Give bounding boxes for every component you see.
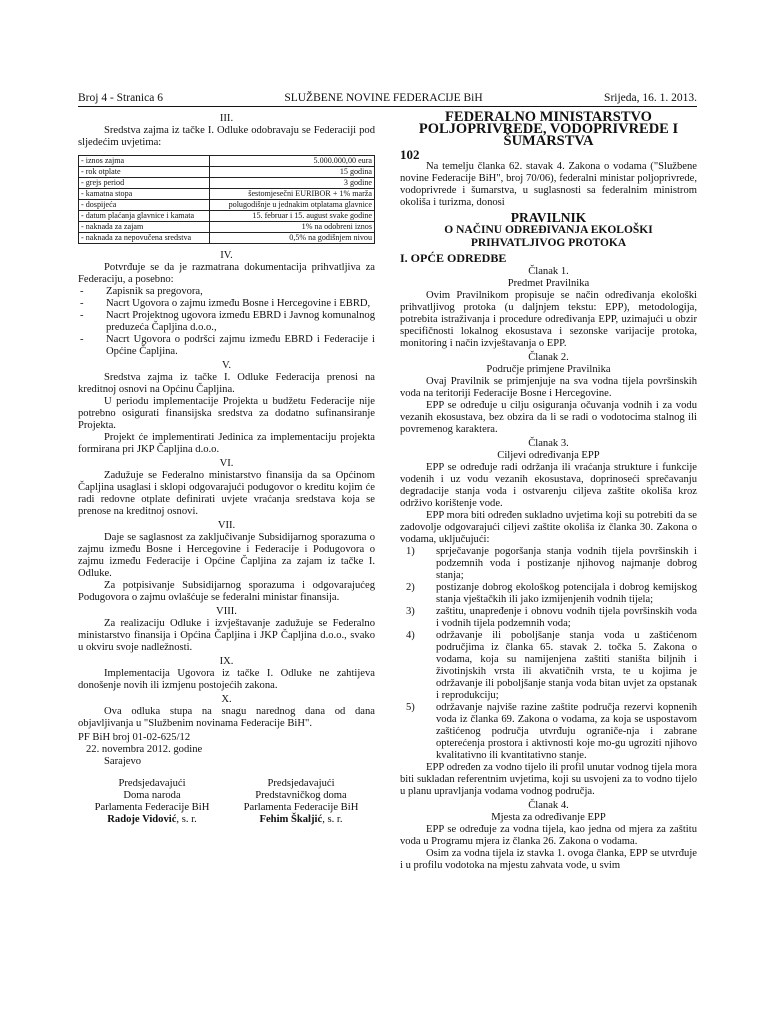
list-item-text: Zapisnik sa pregovora,	[106, 286, 203, 297]
signatory-name: Fehim Škaljić	[259, 814, 323, 825]
paragraph: Ovaj Pravilnik se primjenjuje na sva vodna tijela površinskih voda na teritoriji Federacije Bosne i Hercegovine.	[400, 376, 697, 399]
term-value: 1% na odobreni iznos	[210, 222, 375, 233]
article-number: Članak 2.	[528, 352, 569, 363]
goals-list	[400, 546, 697, 762]
reference-place: Sarajevo	[104, 756, 142, 767]
list-dash: -	[80, 298, 84, 309]
paragraph: U periodu implementacije Projekta u budžetu Federacije nije potrebno osigurati finansijska sredstva za dodatno sufinansiranje Projekta.	[78, 396, 375, 431]
list-item-text: sprječavanje pogoršanja stanja vodnih tijela površinskih i podzemnih voda i postizanje njihovog najmanje dobrog stanja;	[436, 546, 697, 581]
ministry-heading: FEDERALNO MINISTARSTVO POLJOPRIVREDE, VODOPRIVREDE I ŠUMARSTVA	[418, 109, 679, 149]
signature-body: Predstavničkog doma	[255, 790, 347, 801]
list-item	[400, 606, 697, 630]
article-title: Predmet Pravilnika	[507, 278, 590, 289]
list-number: 4)	[406, 630, 415, 641]
term-label: - iznos zajma	[79, 156, 210, 167]
loan-terms-row	[79, 211, 375, 222]
loan-terms-row	[79, 178, 375, 189]
term-value: šestomjesečni EURIBOR + 1% marža	[210, 189, 375, 200]
list-item	[78, 310, 375, 334]
section-title: VIII.	[216, 606, 237, 617]
term-label: - naknada za nepovučena sredstva	[79, 233, 210, 244]
list-item	[400, 630, 697, 702]
paragraph: EPP određen za vodno tijelo ili profil unutar vodnog tijela mora biti sukladan referentnim uvjetima, koji su usvojeni za to vodno tijelo u planu upravljanja vodama vodnog područja.	[400, 762, 697, 797]
list-item	[78, 298, 375, 310]
right-column	[400, 111, 697, 872]
paragraph: Daje se saglasnost za zaključivanje Subsidijarnog sporazuma o zajmu između Bosne i Hercegovine i Federacije i Podugovora o zajmu između Federacije i Općine Čapljina za zajam iz tačke I. Odluke.	[78, 532, 375, 579]
running-header	[78, 92, 697, 107]
list-item	[400, 702, 697, 762]
signatory-name: Radoje Vidović	[107, 814, 177, 825]
article-title: Područje primjene Pravilnika	[486, 364, 611, 375]
list-item-text: Nacrt Ugovora o podršci zajmu između EBRD i Federacije i Općine Čapljina.	[106, 334, 375, 357]
paragraph: Implementacija Ugovora iz tačke I. Odluke ne zahtijeva donošenje novih ili izmjenu postojećih zakona.	[78, 668, 375, 691]
section-title: III.	[219, 113, 234, 124]
paragraph: Na temelju članka 62. stavak 4. Zakona o vodama ("Službene novine Federacije BiH", broj 70/06), federalni ministar poljoprivrede, vodoprivrede i šumarstva, u suglasnosti sa federalnim ministrom okoliša i turizma, donosi	[400, 161, 697, 208]
paragraph: EPP mora biti određen sukladno uvjetima koji su potrebiti da se zadovolje odgovarajući ciljevi zaštite okoliša iz članka 30. Zakona o vodama, uključujući:	[400, 510, 697, 545]
reference-number: PF BiH broj 01-02-625/12	[78, 732, 191, 743]
paragraph: EPP se određuje radi održanja ili vraćanja strukture i funkcije vodenih i uz vodu vezanih ekosustava, doprinoseći sprečavanju degradacije stanja voda i ostvarenju ciljeva zaštite okoliša kroz održivo korištenje vode.	[400, 462, 697, 509]
loan-terms-row	[79, 156, 375, 167]
list-item	[400, 582, 697, 606]
paragraph: EPP se određuje za vodna tijela, kao jedna od mjera za zaštitu voda u Programu mjera iz članka 26. Zakona o vodama.	[400, 824, 697, 847]
signature-role: Predsjedavajući	[118, 778, 186, 789]
list-item	[78, 334, 375, 358]
loan-terms-row	[79, 167, 375, 178]
document-title: PRAVILNIK	[510, 210, 587, 225]
left-column	[78, 111, 375, 872]
document-subtitle: O NAČINU ODREĐIVANJA EKOLOŠKI PRIHVATLJIVOG PROTOKA	[444, 224, 653, 249]
list-item-text: Nacrt Ugovora o zajmu između Bosne i Hercegovine i EBRD,	[106, 298, 371, 309]
list-item-text: održavanje ili poboljšanje stanja voda u zaštićenom područjima iz članka 65. stavak 2. točka 5. Zakona o vodama, koja su namijenjena zaštiti staništa biljnih i životinjskih vrsta ili akvatičnih vrsta, te u kojima je održavanje ili poboljšanje stanja voda bitan uvjet za opstanak i reprodukciju;	[436, 630, 697, 701]
section-title: IV.	[220, 250, 233, 261]
term-value: 15 godina	[210, 167, 375, 178]
paragraph: EPP se određuje u cilju osiguranja očuvanja vodnih i za vodu vezanih ekosustava, bez obzira da li se radi o vodotocima stalnog ili povremenog karaktera.	[400, 400, 697, 435]
term-label: - datum plaćanja glavnice i kamata	[79, 211, 210, 222]
term-label: - dospijeća	[79, 200, 210, 211]
document-list	[78, 286, 375, 358]
header-date: Srijeda, 16. 1. 2013.	[604, 92, 697, 104]
signature-suffix: , s. r.	[176, 814, 197, 825]
paragraph: Projekt će implementirati Jedinica za implementaciju projekta formirana pri JKP Čapljina d.o.o.	[78, 432, 375, 455]
reference-date: 22. novembra 2012. godine	[86, 744, 203, 755]
list-item-text: održavanje najviše razine zaštite područja rezervi kopnenih voda iz članka 69. Zakona o vodama, za koja se uspostavom zaštićenog područja utvrđuju ograniče-nja i zabrane opterećenja prostora i aktivnosti koje mo-gu ugroziti njihovo kvalitativno ili kvantitativno stanje.	[436, 702, 697, 761]
article-title: Mjesta za određivanje EPP	[491, 812, 606, 823]
section-title: VII.	[217, 520, 236, 531]
loan-terms-row	[79, 189, 375, 200]
header-issue: Broj 4 - Stranica 6	[78, 92, 163, 104]
section-title: V.	[222, 360, 231, 371]
list-number: 5)	[406, 702, 415, 713]
signature-parliament: Parlamenta Federacije BiH	[94, 802, 210, 813]
loan-terms-row	[79, 222, 375, 233]
term-value: 3 godine	[210, 178, 375, 189]
signature-parliament: Parlamenta Federacije BiH	[243, 802, 359, 813]
article-number: Članak 3.	[528, 438, 569, 449]
loan-terms-table	[78, 155, 375, 244]
act-number: 102	[400, 147, 420, 162]
term-value: 5.000.000,00 eura	[210, 156, 375, 167]
list-item-text: Nacrt Projektnog ugovora između EBRD i Javnog komunalnog preduzeća Čapljina d.o.o.,	[106, 310, 375, 333]
section-title: X.	[221, 694, 232, 705]
paragraph: Ovim Pravilnikom propisuje se način određivanja ekološki prihvatljivog protoka (u daljnjem tekstu: EPP), metodologija, potrebita istraživanja i procedure određivanja EPP, uzimajući u obzir specifičnosti lokalnog ekosustava i sezonske varijacije protoka, monitoring i način izvještavanja o EPP.	[400, 290, 697, 349]
term-label: - kamatna stopa	[79, 189, 210, 200]
article-number: Članak 4.	[528, 800, 569, 811]
paragraph: Za realizaciju Odluke i izvještavanje zadužuje se Federalno ministarstvo finansija i Općina Čapljina i JKP Čapljina d.o.o., svako u okviru svoje nadležnosti.	[78, 618, 375, 653]
loan-terms-row	[79, 233, 375, 244]
list-number: 3)	[406, 606, 415, 617]
term-value: 0,5% na godišnjem nivou	[210, 233, 375, 244]
paragraph: Sredstva zajma iz tačke I. Odluke Federacija prenosi na kreditnoj osnovi na Općinu Čapljina.	[78, 372, 375, 395]
term-label: - naknada za zajam	[79, 222, 210, 233]
header-publication: SLUŽBENE NOVINE FEDERACIJE BiH	[284, 92, 483, 104]
paragraph: Zadužuje se Federalno ministarstvo finansija da sa Općinom Čapljina usaglasi i sklopi odgovarajući podugovor o kreditu kojim će radi redovne otplate definirati uvjete vraćanja sredstava koja se prenose na kreditnoj osnovi.	[78, 470, 375, 517]
list-item	[78, 286, 375, 298]
list-item	[400, 546, 697, 582]
list-number: 1)	[406, 546, 415, 557]
document-page	[78, 92, 697, 872]
term-value: polugodišnje u jednakim otplatama glavnice	[210, 200, 375, 211]
paragraph: Osim za vodna tijela iz stavka 1. ovoga članka, EPP se utvrđuje i u profilu vodotoka na mjestu zahvata vode, u svim	[400, 848, 697, 871]
term-label: - grejs period	[79, 178, 210, 189]
section-title: VI.	[219, 458, 234, 469]
paragraph: Za potpisivanje Subsidijarnog sporazuma i odgovarajućeg Podugovora o zajmu ovlašćuje se federalni ministar finansija.	[78, 580, 375, 603]
signature-suffix: , s. r.	[322, 814, 343, 825]
list-item-text: zaštitu, unapređenje i obnovu vodnih tijela površinskih voda i vodnih tijela podzemnih voda;	[436, 606, 697, 629]
signature-role: Predsjedavajući	[267, 778, 335, 789]
signature-block	[227, 778, 375, 826]
term-label: - rok otplate	[79, 167, 210, 178]
paragraph: Ova odluka stupa na snagu narednog dana od dana objavljivanja u "Službenim novinama Federacije BiH".	[78, 706, 375, 729]
section-title: IX.	[219, 656, 234, 667]
list-dash: -	[80, 286, 84, 297]
paragraph: Sredstva zajma iz tačke I. Odluke odobravaju se Federaciji pod sljedećim uvjetima:	[78, 125, 375, 148]
section-heading: I. OPĆE ODREDBE	[400, 251, 507, 265]
signature-block	[78, 778, 226, 826]
article-number: Članak 1.	[528, 266, 569, 277]
list-number: 2)	[406, 582, 415, 593]
term-value: 15. februar i 15. august svake godine	[210, 211, 375, 222]
list-dash: -	[80, 334, 84, 345]
list-item-text: postizanje dobrog ekološkog potencijala i dobrog kemijskog stanja vještačkih ili jako izmijenjenih vodnih tijela;	[436, 582, 697, 605]
signatures	[78, 778, 375, 826]
list-dash: -	[80, 310, 84, 321]
loan-terms-row	[79, 200, 375, 211]
article-title: Ciljevi određivanja EPP	[497, 450, 600, 461]
signature-body: Doma naroda	[123, 790, 181, 801]
paragraph: Potvrđuje se da je razmatrana dokumentacija prihvatljiva za Federaciju, a posebno:	[78, 262, 375, 285]
